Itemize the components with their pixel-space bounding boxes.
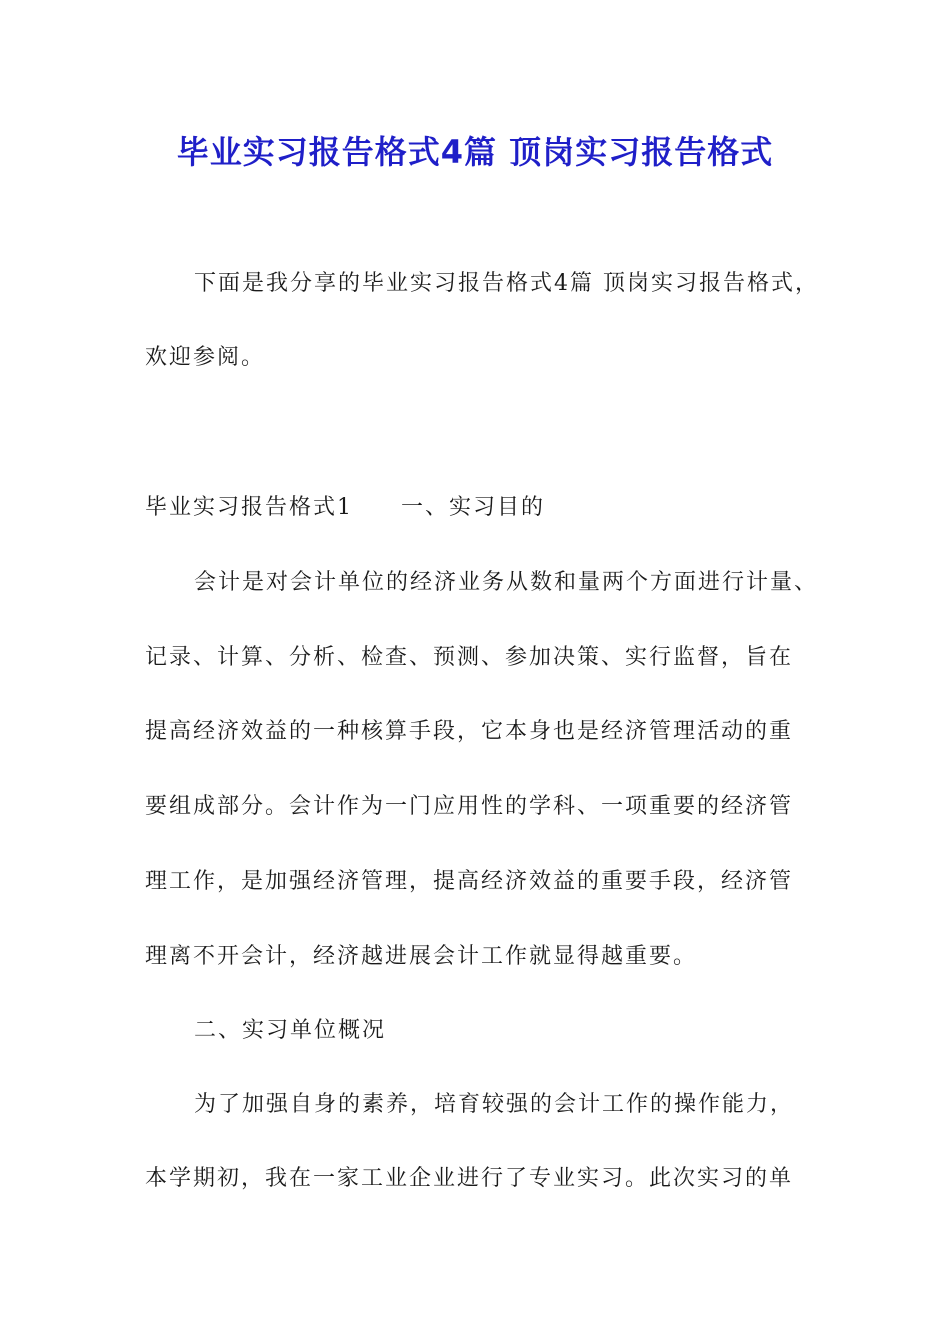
intro-line-1: 下面是我分享的毕业实习报告格式4篇 顶岗实习报告格式， bbox=[194, 271, 819, 296]
section-heading: 毕业实习报告格式1 一、实习目的 bbox=[145, 495, 545, 520]
paragraph-line: 提高经济效益的一种核算手段，它本身也是经济管理活动的重 bbox=[145, 719, 794, 744]
paragraph-line: 记录、计算、分析、检查、预测、参加决策、实行监督，旨在 bbox=[145, 645, 794, 670]
subsection-heading: 二、实习单位概况 bbox=[194, 1018, 387, 1043]
paragraph-line: 要组成部分。会计作为一门应用性的学科、一项重要的经济管 bbox=[145, 794, 794, 819]
paragraph-line: 理工作，是加强经济管理，提高经济效益的重要手段，经济管 bbox=[145, 869, 794, 894]
paragraph-line: 为了加强自身的素养，培育较强的会计工作的操作能力， bbox=[194, 1092, 795, 1117]
intro-line-2: 欢迎参阅。 bbox=[145, 345, 266, 370]
document-title: 毕业实习报告格式4篇 顶岗实习报告格式 bbox=[176, 133, 774, 171]
paragraph-line: 会计是对会计单位的经济业务从数和量两个方面进行计量、 bbox=[194, 570, 819, 595]
paragraph-line: 理离不开会计，经济越进展会计工作就显得越重要。 bbox=[145, 944, 698, 969]
paragraph-line: 本学期初，我在一家工业企业进行了专业实习。此次实习的单 bbox=[145, 1166, 794, 1191]
